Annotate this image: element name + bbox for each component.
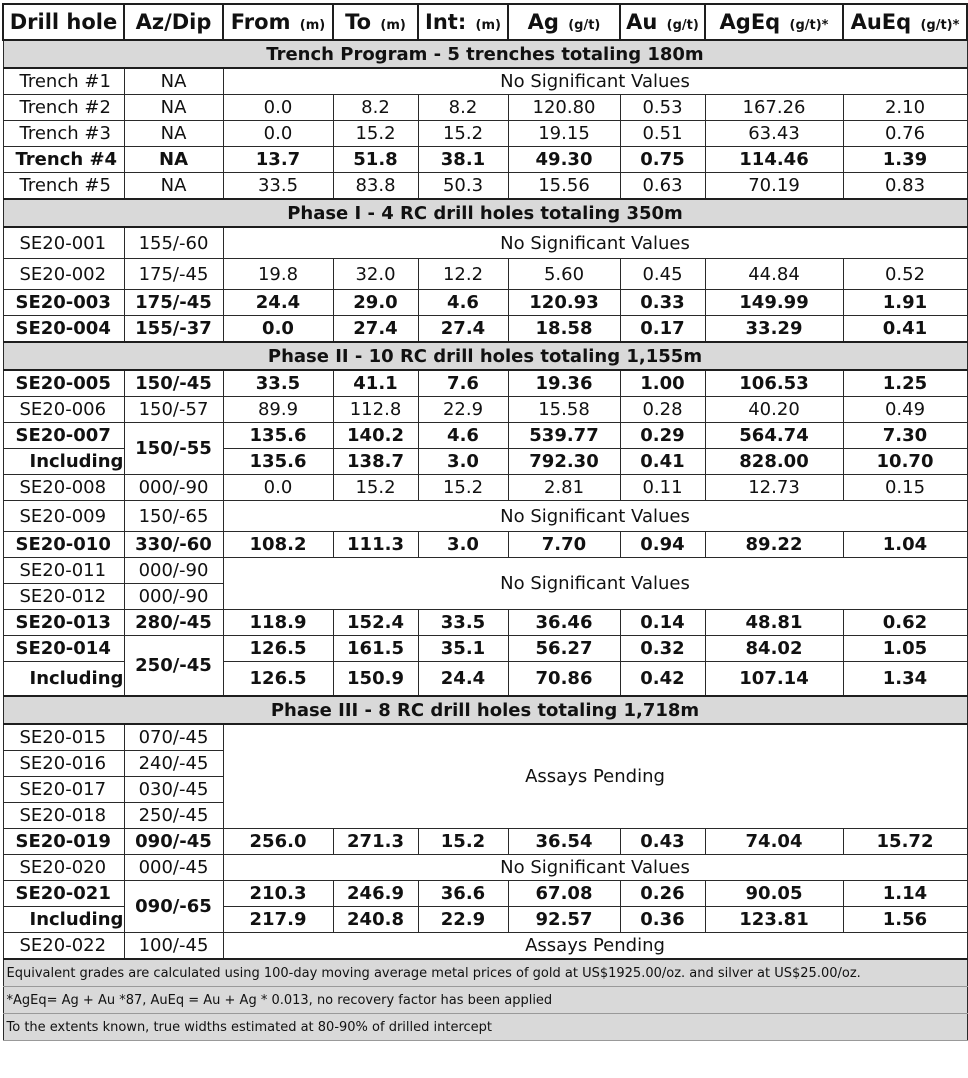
cell-az-dip: NA: [124, 68, 223, 95]
cell-interval: 38.1: [418, 147, 508, 173]
cell-hole: SE20-020: [3, 855, 124, 881]
table-row: [3, 370, 967, 397]
section-title: Phase III - 8 RC drill holes totaling 1,718m: [3, 696, 967, 724]
cell-hole: SE20-022: [3, 933, 124, 960]
cell-au: 0.14: [620, 610, 705, 636]
cell-hole: SE20-008: [3, 475, 124, 501]
cell-from: 33.5: [223, 173, 333, 200]
header-aueq: AuEq (g/t)*: [843, 4, 967, 40]
cell-ageq: 33.29: [705, 316, 843, 343]
table-row: [3, 724, 967, 751]
cell-aueq: 0.52: [843, 259, 967, 290]
cell-ageq: 149.99: [705, 290, 843, 316]
cell-az-dip: 175/-45: [124, 259, 223, 290]
cell-au: 0.63: [620, 173, 705, 200]
cell-interval: 4.6: [418, 290, 508, 316]
cell-az-dip: 000/-45: [124, 855, 223, 881]
cell-interval: 36.6: [418, 881, 508, 907]
cell-au: 0.33: [620, 290, 705, 316]
cell-ageq: 74.04: [705, 829, 843, 855]
cell-to: 161.5: [333, 636, 418, 662]
cell-aueq: 1.39: [843, 147, 967, 173]
cell-ageq: 90.05: [705, 881, 843, 907]
cell-az-dip: 280/-45: [124, 610, 223, 636]
cell-au: 0.17: [620, 316, 705, 343]
cell-ageq: 12.73: [705, 475, 843, 501]
cell-to: 15.2: [333, 475, 418, 501]
cell-from: 0.0: [223, 95, 333, 121]
cell-ageq: 84.02: [705, 636, 843, 662]
table-row: [3, 259, 967, 290]
cell-az-dip: 070/-45: [124, 724, 223, 751]
cell-az-dip: 175/-45: [124, 290, 223, 316]
cell-az-dip: NA: [124, 95, 223, 121]
cell-interval: 3.0: [418, 532, 508, 558]
table-row: [3, 121, 967, 147]
cell-from: 118.9: [223, 610, 333, 636]
cell-au: 0.29: [620, 423, 705, 449]
cell-from: 13.7: [223, 147, 333, 173]
cell-to: 51.8: [333, 147, 418, 173]
cell-including: Including: [3, 449, 124, 475]
footnote-row: [3, 987, 967, 1014]
cell-au: 0.53: [620, 95, 705, 121]
cell-ag: 67.08: [508, 881, 620, 907]
cell-no-significant-values: No Significant Values: [223, 227, 967, 259]
cell-ag: 36.54: [508, 829, 620, 855]
cell-from: 217.9: [223, 907, 333, 933]
cell-az-dip: 150/-65: [124, 501, 223, 532]
table-row: [3, 532, 967, 558]
cell-aueq: 0.41: [843, 316, 967, 343]
cell-ageq: 107.14: [705, 662, 843, 697]
cell-from: 0.0: [223, 316, 333, 343]
cell-au: 0.28: [620, 397, 705, 423]
cell-az-dip: NA: [124, 173, 223, 200]
cell-au: 0.32: [620, 636, 705, 662]
cell-to: 140.2: [333, 423, 418, 449]
table-row: [3, 397, 967, 423]
cell-ag: 539.77: [508, 423, 620, 449]
cell-az-dip: 330/-60: [124, 532, 223, 558]
cell-az-dip: NA: [124, 121, 223, 147]
cell-ag: 120.80: [508, 95, 620, 121]
cell-au: 0.51: [620, 121, 705, 147]
cell-az-dip: 000/-90: [124, 558, 223, 584]
cell-interval: 50.3: [418, 173, 508, 200]
cell-aueq: 2.10: [843, 95, 967, 121]
cell-to: 138.7: [333, 449, 418, 475]
cell-az-dip: 090/-65: [124, 881, 223, 933]
cell-interval: 27.4: [418, 316, 508, 343]
cell-az-dip: 155/-37: [124, 316, 223, 343]
table-row: [3, 558, 967, 584]
cell-aueq: 1.04: [843, 532, 967, 558]
cell-hole: SE20-015: [3, 724, 124, 751]
cell-from: 89.9: [223, 397, 333, 423]
cell-au: 0.94: [620, 532, 705, 558]
cell-au: 0.43: [620, 829, 705, 855]
cell-au: 0.41: [620, 449, 705, 475]
section-row-phase1: [3, 199, 967, 227]
cell-to: 83.8: [333, 173, 418, 200]
cell-interval: 22.9: [418, 397, 508, 423]
cell-hole: SE20-014: [3, 636, 124, 662]
cell-az-dip: 100/-45: [124, 933, 223, 960]
header-au: Au (g/t): [620, 4, 705, 40]
table-row: [3, 610, 967, 636]
table-row: [3, 933, 967, 960]
table-row: [3, 423, 967, 449]
cell-aueq: 15.72: [843, 829, 967, 855]
cell-ageq: 44.84: [705, 259, 843, 290]
cell-interval: 4.6: [418, 423, 508, 449]
cell-interval: 12.2: [418, 259, 508, 290]
cell-no-significant-values: No Significant Values: [223, 501, 967, 532]
section-title: Phase I - 4 RC drill holes totaling 350m: [3, 199, 967, 227]
cell-to: 15.2: [333, 121, 418, 147]
cell-az-dip: 150/-45: [124, 370, 223, 397]
cell-hole: SE20-004: [3, 316, 124, 343]
table-row: [3, 68, 967, 95]
cell-ageq: 40.20: [705, 397, 843, 423]
cell-ageq: 167.26: [705, 95, 843, 121]
cell-aueq: 1.05: [843, 636, 967, 662]
cell-interval: 22.9: [418, 907, 508, 933]
header-ag: Ag (g/t): [508, 4, 620, 40]
cell-az-dip: 090/-45: [124, 829, 223, 855]
cell-to: 29.0: [333, 290, 418, 316]
cell-az-dip: 000/-90: [124, 584, 223, 610]
cell-ageq: 123.81: [705, 907, 843, 933]
cell-interval: 8.2: [418, 95, 508, 121]
cell-ag: 15.58: [508, 397, 620, 423]
cell-aueq: 1.34: [843, 662, 967, 697]
cell-hole: SE20-006: [3, 397, 124, 423]
cell-az-dip: 155/-60: [124, 227, 223, 259]
table-row: [3, 475, 967, 501]
cell-aueq: 10.70: [843, 449, 967, 475]
cell-ageq: 106.53: [705, 370, 843, 397]
cell-ageq: 48.81: [705, 610, 843, 636]
footnote-true-widths: To the extents known, true widths estimated at 80-90% of drilled intercept: [3, 1014, 967, 1041]
cell-hole: Trench #1: [3, 68, 124, 95]
table-row: [3, 227, 967, 259]
cell-from: 0.0: [223, 121, 333, 147]
table-row: [3, 173, 967, 200]
cell-hole: Trench #5: [3, 173, 124, 200]
cell-to: 8.2: [333, 95, 418, 121]
cell-ag: 15.56: [508, 173, 620, 200]
cell-ag: 70.86: [508, 662, 620, 697]
section-row-phase3: [3, 696, 967, 724]
cell-to: 246.9: [333, 881, 418, 907]
cell-hole: SE20-005: [3, 370, 124, 397]
cell-from: 33.5: [223, 370, 333, 397]
header-interval: Int: (m): [418, 4, 508, 40]
section-row-phase2: [3, 342, 967, 370]
cell-no-significant-values: No Significant Values: [223, 68, 967, 95]
cell-az-dip: 030/-45: [124, 777, 223, 803]
footnote-price-basis: Equivalent grades are calculated using 100-day moving average metal prices of gold at US$1925.00/oz. and silver at US$25.00/oz.: [3, 959, 967, 987]
cell-ag: 56.27: [508, 636, 620, 662]
cell-au: 0.45: [620, 259, 705, 290]
cell-hole: SE20-010: [3, 532, 124, 558]
cell-to: 240.8: [333, 907, 418, 933]
cell-interval: 3.0: [418, 449, 508, 475]
table-row: [3, 316, 967, 343]
cell-ag: 792.30: [508, 449, 620, 475]
cell-ageq: 89.22: [705, 532, 843, 558]
cell-to: 41.1: [333, 370, 418, 397]
cell-ageq: 564.74: [705, 423, 843, 449]
section-row-trench: [3, 40, 967, 68]
cell-ag: 120.93: [508, 290, 620, 316]
cell-aueq: 1.25: [843, 370, 967, 397]
cell-hole: SE20-002: [3, 259, 124, 290]
cell-hole: SE20-007: [3, 423, 124, 449]
cell-to: 271.3: [333, 829, 418, 855]
cell-aueq: 0.15: [843, 475, 967, 501]
cell-hole: SE20-009: [3, 501, 124, 532]
cell-to: 112.8: [333, 397, 418, 423]
cell-from: 135.6: [223, 423, 333, 449]
cell-au: 1.00: [620, 370, 705, 397]
cell-ag: 18.58: [508, 316, 620, 343]
cell-assays-pending: Assays Pending: [223, 933, 967, 960]
table-row: [3, 636, 967, 662]
cell-aueq: 1.14: [843, 881, 967, 907]
cell-az-dip: 000/-90: [124, 475, 223, 501]
cell-interval: 15.2: [418, 121, 508, 147]
cell-hole: SE20-011: [3, 558, 124, 584]
cell-aueq: 0.49: [843, 397, 967, 423]
cell-aueq: 1.56: [843, 907, 967, 933]
section-title: Phase II - 10 RC drill holes totaling 1,155m: [3, 342, 967, 370]
cell-az-dip: 240/-45: [124, 751, 223, 777]
cell-au: 0.36: [620, 907, 705, 933]
cell-from: 256.0: [223, 829, 333, 855]
cell-az-dip: 150/-55: [124, 423, 223, 475]
cell-au: 0.75: [620, 147, 705, 173]
cell-hole: SE20-017: [3, 777, 124, 803]
cell-from: 19.8: [223, 259, 333, 290]
cell-aueq: 0.62: [843, 610, 967, 636]
cell-aueq: 0.76: [843, 121, 967, 147]
cell-ageq: 114.46: [705, 147, 843, 173]
cell-ag: 7.70: [508, 532, 620, 558]
cell-ageq: 70.19: [705, 173, 843, 200]
cell-ag: 19.36: [508, 370, 620, 397]
table-row: [3, 855, 967, 881]
header-row: [3, 4, 967, 40]
cell-to: 32.0: [333, 259, 418, 290]
cell-to: 152.4: [333, 610, 418, 636]
section-title: Trench Program - 5 trenches totaling 180m: [3, 40, 967, 68]
cell-assays-pending: Assays Pending: [223, 724, 967, 829]
cell-from: 24.4: [223, 290, 333, 316]
cell-aueq: 7.30: [843, 423, 967, 449]
cell-hole: Trench #4: [3, 147, 124, 173]
cell-au: 0.42: [620, 662, 705, 697]
cell-au: 0.26: [620, 881, 705, 907]
cell-hole: SE20-021: [3, 881, 124, 907]
cell-hole: SE20-019: [3, 829, 124, 855]
cell-ageq: 828.00: [705, 449, 843, 475]
cell-ag: 2.81: [508, 475, 620, 501]
cell-from: 210.3: [223, 881, 333, 907]
cell-hole: SE20-018: [3, 803, 124, 829]
cell-aueq: 1.91: [843, 290, 967, 316]
table-row: [3, 829, 967, 855]
drill-results-table: [2, 3, 968, 1041]
cell-no-significant-values: No Significant Values: [223, 855, 967, 881]
cell-to: 27.4: [333, 316, 418, 343]
cell-interval: 33.5: [418, 610, 508, 636]
cell-interval: 7.6: [418, 370, 508, 397]
cell-to: 111.3: [333, 532, 418, 558]
header-drill-hole: Drill hole: [3, 4, 124, 40]
cell-hole: SE20-013: [3, 610, 124, 636]
table-row: [3, 95, 967, 121]
cell-hole: SE20-001: [3, 227, 124, 259]
cell-interval: 35.1: [418, 636, 508, 662]
footnote-row: [3, 959, 967, 987]
cell-hole: SE20-016: [3, 751, 124, 777]
cell-az-dip: 250/-45: [124, 803, 223, 829]
cell-hole: Trench #2: [3, 95, 124, 121]
cell-interval: 24.4: [418, 662, 508, 697]
cell-ag: 36.46: [508, 610, 620, 636]
cell-ag: 49.30: [508, 147, 620, 173]
cell-az-dip: 250/-45: [124, 636, 223, 697]
cell-hole: SE20-012: [3, 584, 124, 610]
header-from: From (m): [223, 4, 333, 40]
footnote-equivalent-formula: *AgEq= Ag + Au *87, AuEq = Au + Ag * 0.013, no recovery factor has been applied: [3, 987, 967, 1014]
cell-including: Including: [3, 662, 124, 697]
cell-au: 0.11: [620, 475, 705, 501]
cell-ag: 92.57: [508, 907, 620, 933]
cell-including: Including: [3, 907, 124, 933]
header-to: To (m): [333, 4, 418, 40]
cell-aueq: 0.83: [843, 173, 967, 200]
table-row: [3, 290, 967, 316]
cell-no-significant-values: No Significant Values: [223, 558, 967, 610]
cell-ag: 19.15: [508, 121, 620, 147]
cell-hole: Trench #3: [3, 121, 124, 147]
cell-to: 150.9: [333, 662, 418, 697]
cell-interval: 15.2: [418, 829, 508, 855]
cell-from: 108.2: [223, 532, 333, 558]
header-ageq: AgEq (g/t)*: [705, 4, 843, 40]
cell-az-dip: NA: [124, 147, 223, 173]
header-az-dip: Az/Dip: [124, 4, 223, 40]
table-row: [3, 147, 967, 173]
cell-from: 135.6: [223, 449, 333, 475]
cell-az-dip: 150/-57: [124, 397, 223, 423]
cell-hole: SE20-003: [3, 290, 124, 316]
table-row: [3, 881, 967, 907]
cell-ag: 5.60: [508, 259, 620, 290]
cell-from: 126.5: [223, 636, 333, 662]
cell-from: 0.0: [223, 475, 333, 501]
cell-interval: 15.2: [418, 475, 508, 501]
table-row: [3, 501, 967, 532]
cell-ageq: 63.43: [705, 121, 843, 147]
cell-from: 126.5: [223, 662, 333, 697]
footnote-row: [3, 1014, 967, 1041]
